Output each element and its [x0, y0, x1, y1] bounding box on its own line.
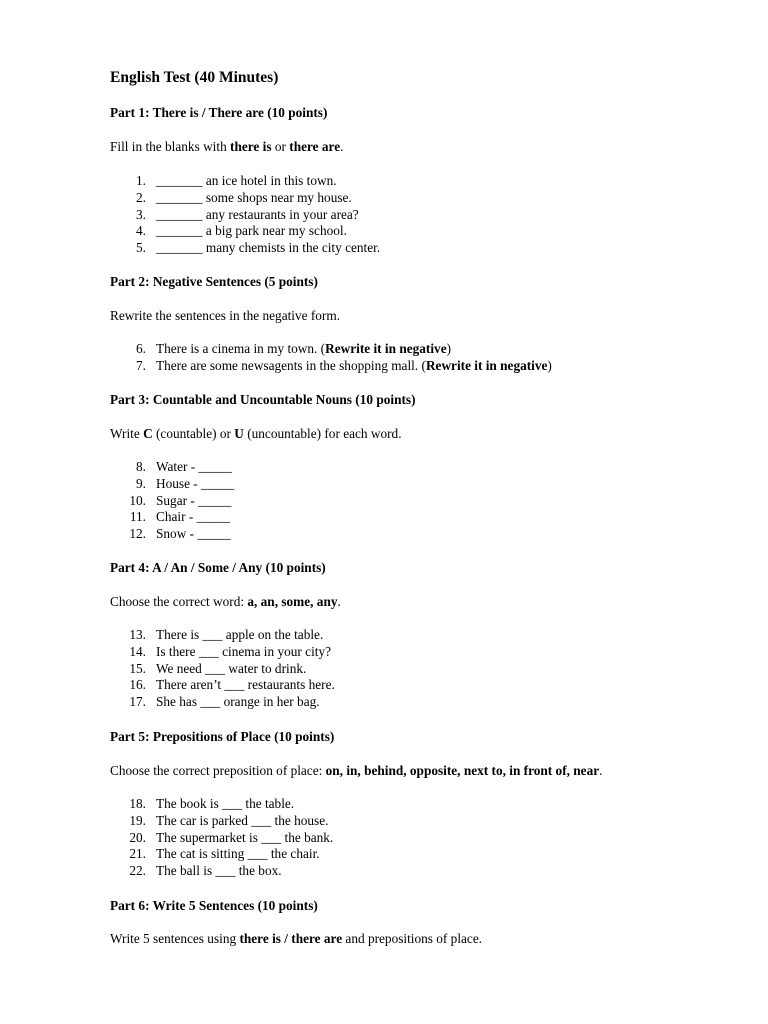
question-number: 5.: [136, 240, 146, 256]
question-number: 3.: [136, 206, 146, 222]
part5-instr-post: .: [599, 763, 603, 778]
question-text: Water - _____: [156, 459, 232, 474]
question-text: _______ many chemists in the city center.: [156, 240, 381, 256]
question-number: 9.: [136, 475, 146, 491]
part1-heading: Part 1: There is / There are (10 points): [110, 105, 328, 120]
part3-heading: Part 3: Countable and Uncountable Nouns (10 points): [110, 392, 416, 407]
question-hint-end: ): [547, 357, 552, 373]
question-text: [156, 341, 451, 358]
question-text: We need ___ water to drink.: [156, 660, 307, 676]
question-text: [156, 358, 552, 375]
part1-instr-mid: or: [271, 139, 290, 154]
question-number: 10.: [129, 492, 146, 508]
question-number: 18.: [129, 796, 146, 811]
question-number: 6.: [136, 341, 146, 356]
question-number: 21.: [129, 846, 146, 862]
question-number: 15.: [129, 660, 146, 676]
part6-heading: Part 6: Write 5 Sentences (10 points): [110, 898, 318, 913]
part3-instr-pre: Write: [110, 426, 144, 441]
question-number: 14.: [129, 643, 146, 659]
part5-heading: Part 5: Prepositions of Place (10 points): [110, 729, 335, 744]
question-text: Snow - _____: [156, 526, 231, 542]
question-text: The book is ___ the table.: [156, 796, 295, 811]
question-number: 11.: [129, 509, 146, 525]
part1-instr-bold-2: there are: [289, 139, 341, 154]
question-number: 22.: [129, 863, 146, 879]
part4-instr-bold: a, an, some, any: [247, 594, 338, 609]
question-number: 13.: [129, 627, 146, 642]
part4-heading: Part 4: A / An / Some / Any (10 points): [110, 560, 326, 575]
part5-instr-pre: Choose the correct preposition of place:: [110, 763, 326, 778]
question-text: Is there ___ cinema in your city?: [156, 643, 332, 659]
part4-instructions: [110, 594, 341, 611]
question-text: _______ an ice hotel in this town.: [156, 173, 337, 188]
page-title: English Test (40 Minutes): [110, 69, 279, 86]
question-text: House - _____: [156, 475, 235, 491]
part3-instr-post: (uncountable) for each word.: [243, 426, 402, 441]
question-text: There aren’t ___ restaurants here.: [156, 677, 335, 693]
question-number: 7.: [136, 357, 146, 373]
part6-instructions: [110, 931, 482, 948]
part5-instructions: [110, 763, 602, 780]
part1-instructions: [110, 139, 343, 156]
part4-instr-pre: Choose the correct word:: [110, 594, 248, 609]
question-number: 20.: [129, 829, 146, 845]
part3-instructions: [110, 426, 402, 443]
part4-instr-post: .: [337, 594, 341, 609]
question-text: _______ any restaurants in your area?: [156, 206, 359, 222]
question-text: The cat is sitting ___ the chair.: [156, 846, 320, 862]
question-text: _______ some shops near my house.: [156, 189, 352, 205]
question-text: _______ a big park near my school.: [156, 223, 347, 239]
question-sentence: There are some newsagents in the shopping mall. (: [156, 357, 426, 373]
question-text: Chair - _____: [156, 509, 230, 525]
question-hint: Rewrite it in negative: [325, 341, 447, 356]
part6-instr-bold: there is / there are: [239, 931, 343, 946]
question-text: The ball is ___ the box.: [156, 863, 282, 879]
question-number: 4.: [136, 223, 146, 239]
part1-instr-pre: Fill in the blanks with: [110, 139, 231, 154]
part5-instr-bold: on, in, behind, opposite, next to, in front of, near: [325, 763, 600, 778]
question-text: There is ___ apple on the table.: [156, 627, 324, 642]
question-number: 19.: [129, 812, 146, 828]
question-text: The car is parked ___ the house.: [156, 812, 329, 828]
question-text: She has ___ orange in her bag.: [156, 694, 320, 710]
question-number: 2.: [136, 189, 146, 205]
question-number: 17.: [129, 694, 146, 710]
question-text: Sugar - _____: [156, 492, 232, 508]
part2-instructions: Rewrite the sentences in the negative form.: [110, 308, 341, 323]
part3-instr-mid: (countable) or: [152, 426, 235, 441]
question-number: 1.: [136, 173, 146, 188]
question-hint: Rewrite it in negative: [425, 357, 548, 373]
question-number: 8.: [136, 459, 146, 474]
question-text: The supermarket is ___ the bank.: [156, 829, 334, 845]
part1-instr-bold-1: there is: [230, 139, 272, 154]
part2-heading: Part 2: Negative Sentences (5 points): [110, 274, 318, 289]
question-sentence: There is a cinema in my town. (: [156, 341, 326, 356]
part1-instr-post: .: [340, 139, 344, 154]
part6-instr-pre: Write 5 sentences using: [110, 931, 240, 946]
question-hint-end: ): [446, 341, 452, 356]
part3-instr-bold-1: C: [143, 426, 153, 441]
question-number: 16.: [129, 677, 146, 693]
part3-instr-bold-2: U: [234, 426, 244, 441]
question-number: 12.: [129, 526, 146, 542]
part6-instr-post: and prepositions of place.: [342, 931, 483, 946]
